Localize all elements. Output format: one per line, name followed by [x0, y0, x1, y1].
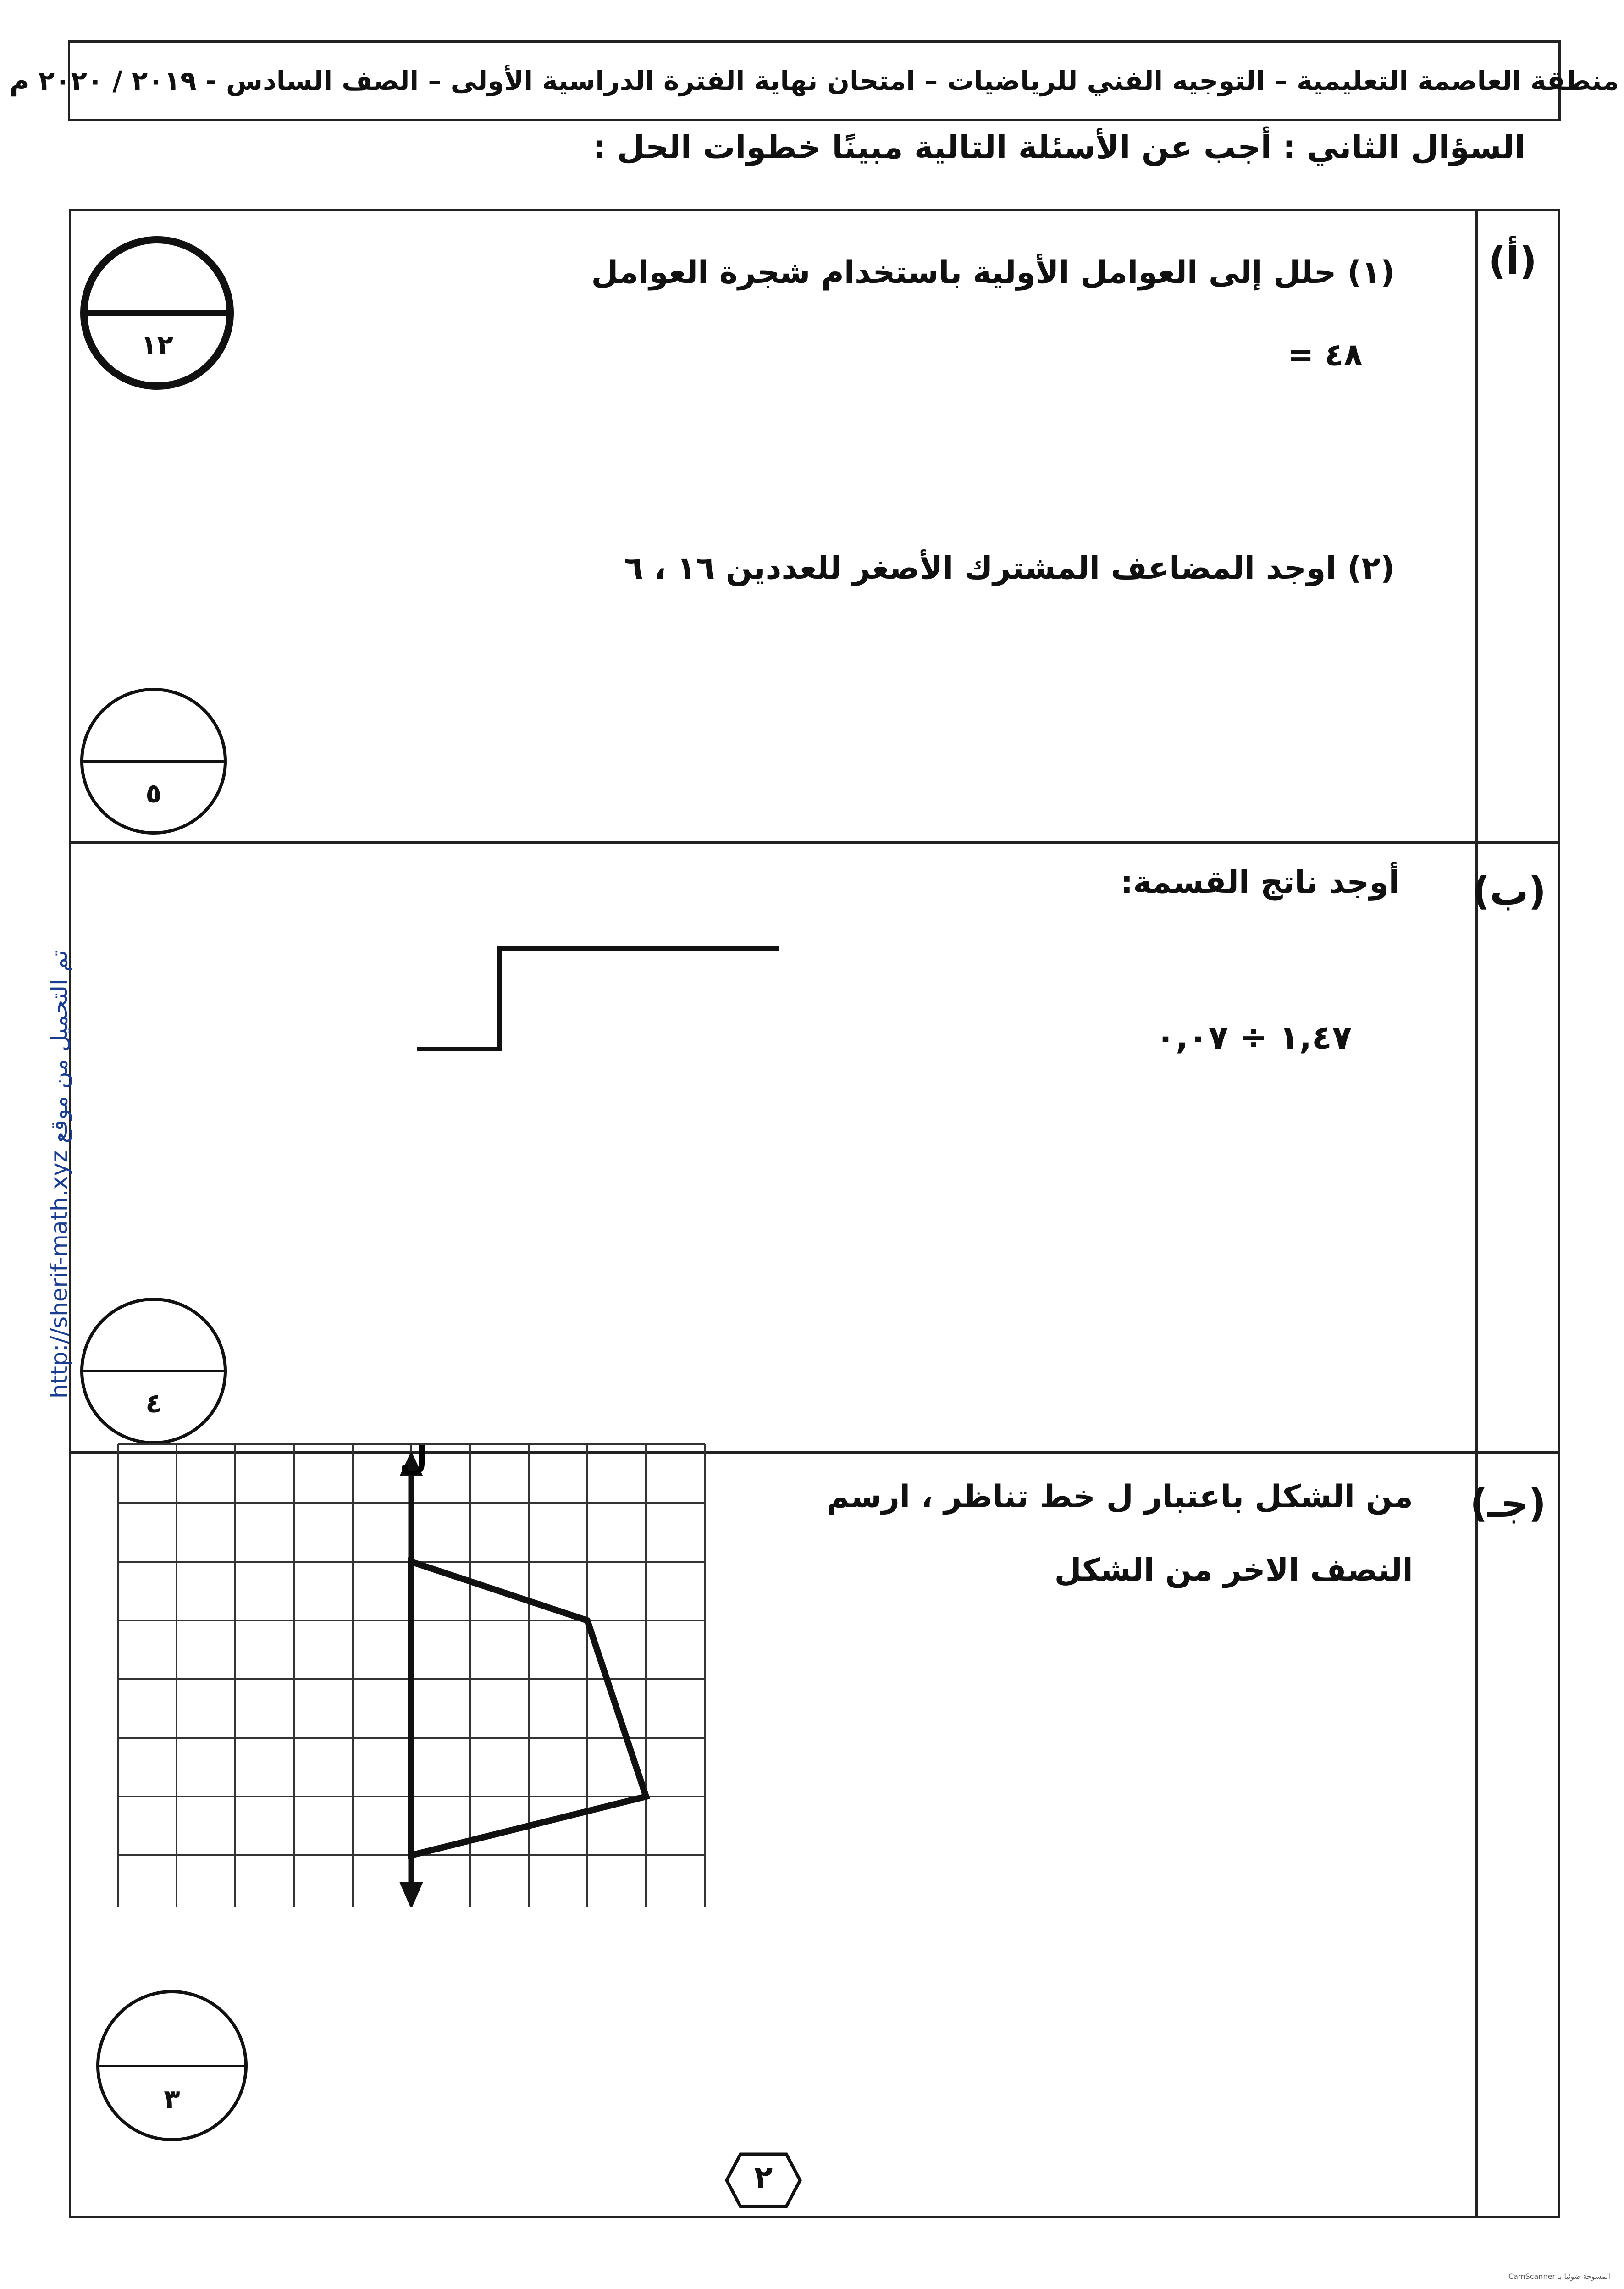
part-a-total-score: ١٢	[141, 329, 173, 360]
part-c-score: ٣	[164, 2084, 180, 2115]
question-frame	[69, 209, 1560, 2218]
part-a-total-score-circle	[80, 236, 234, 390]
part-a-sub-score: ٥	[145, 778, 162, 809]
row-divider-a-b	[71, 841, 1558, 844]
label-column-divider	[1475, 211, 1478, 2216]
axis-arrow-down-icon	[399, 1882, 423, 1908]
part-b-question: أوجد ناتج القسمة:	[1121, 864, 1399, 901]
part-a-question-2: (٢) اوجد المضاعف المشترك الأصغر للعددين ١٦ ، ٦	[624, 550, 1395, 586]
part-a-expression-1: ٤٨ =	[1287, 337, 1363, 373]
page-number: ٢	[754, 2160, 773, 2195]
question-instruction: السؤال الثاني : أجب عن الأسئلة التالية مبينًا خطوات الحل :	[593, 128, 1525, 166]
part-a-label: (أ)	[1488, 238, 1537, 283]
part-a-sub-score-circle	[80, 688, 227, 835]
long-division-bracket	[413, 940, 789, 1059]
part-b-score-circle	[80, 1298, 227, 1444]
part-b-label: (ب)	[1472, 869, 1546, 914]
exam-title: منطقة العاصمة التعليمية – التوجيه الفني للرياضيات – امتحان نهاية الفترة الدراسية الأولى – الصف السادس - ٢٠١٩ / ٢٠٢٠ م	[9, 65, 1619, 96]
exam-header	[9, 40, 1619, 121]
symmetry-axis-label: ل	[399, 1440, 428, 1477]
symmetry-grid	[115, 1440, 720, 1908]
part-c-question-line-1: من الشكل باعتبار ل خط تناظر ، ارسم	[826, 1479, 1413, 1515]
part-a-question-1: (١) حلل إلى العوامل الأولية باستخدام شجرة العوامل	[591, 254, 1395, 291]
part-c-score-circle	[96, 1990, 248, 2141]
part-b-expression: ١,٤٧ ÷ ٠,٠٧	[1155, 1018, 1352, 1056]
part-b-score: ٤	[145, 1388, 162, 1419]
scanner-footer-mark: CamScanner المسوحة ضوئيا بـ	[1508, 2272, 1610, 2281]
site-watermark: تم التحميل من موقع http://sherif-math.xyz	[46, 950, 72, 1399]
part-c-question-line-2: النصف الاخر من الشكل	[1054, 1552, 1413, 1588]
part-c-label: (جـ)	[1469, 1481, 1546, 1526]
